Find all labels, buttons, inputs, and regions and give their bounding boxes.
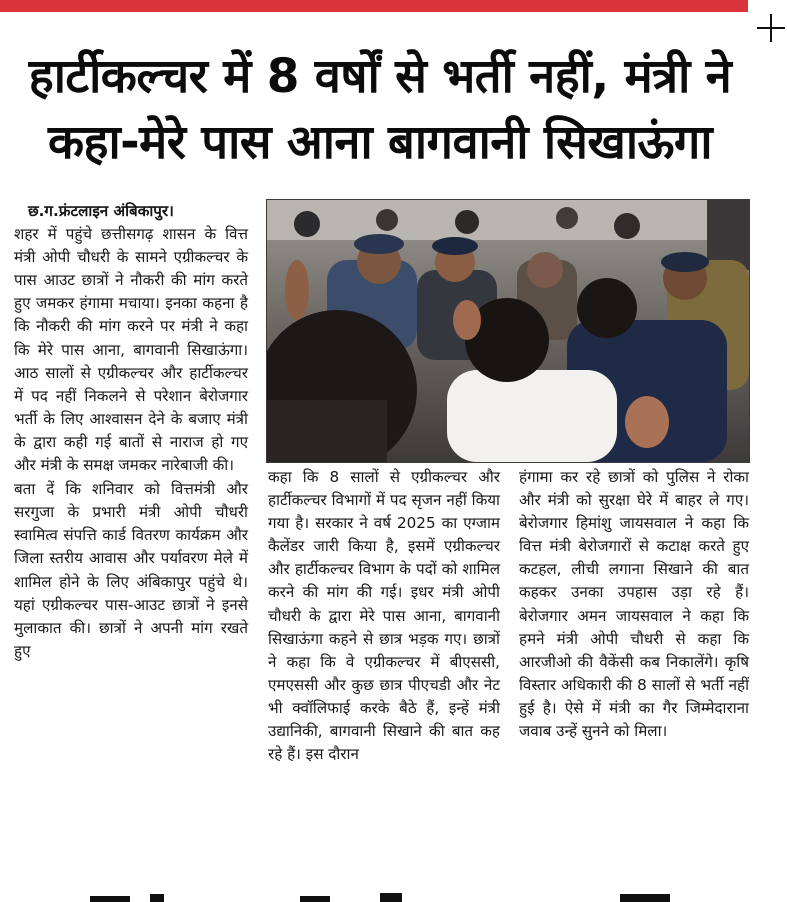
column-3-paragraph-1: हंगामा कर रहे छात्रों को पुलिस ने रोका और मंत्री को सुरक्षा घेरे में बाहर ले गए। बेरोजगार हिमांशु जायसवाल ने कहा कि वित्त मंत्री बेरोजगारों से कटाक्ष करते हुए कटहल, लीची लगाना सिखाने की बात कहकर उनका उपहास उड़ा रहे हैं। बेरोजगार अमन जायसवाल ने कहा कि हमने मंत्री ओपी चौधरी से कहा कि आरजीओ की वैकेंसी कब निकालेंगे। कृषि विस्तार अधिकारी की 8 सालों से भर्ती नहीं हुई है। ऐसे में मंत्री का गैर जिम्मेदाराना जवाब उन्हें सुनने को मिला। [519,468,749,741]
crowd-photo-illustration [267,200,749,462]
column-1-paragraph-1: शहर में पहुंचे छत्तीसगढ़ शासन के वित्त मंत्री ओपी चौधरी के सामने एग्रीकल्चर के पास आउट छात्रों ने नौकरी की मांग करते हुए जमकर हंगामा मचाया। इनका कहना है कि नौकरी की मांग करने पर मंत्री ने कहा कि मेरे पास आना, बागवानी सिखाऊंगा। आठ सालों से एग्रीकल्चर और हार्टीकल्चर में पद नहीं निकलने से परेशान बेरोजगार भर्ती के लिए आश्वासन देने के बजाए मंत्री के द्वारा कही गई बातों से नाराज हो गए और मंत्री के समक्ष जमकर नारेबाजी की। [14,225,248,475]
column-1-paragraph-2: बता दें कि शनिवार को वित्तमंत्री और सरगुजा के प्रभारी मंत्री ओपी चौधरी स्वामित्व संपत्ति कार्ड वितरण कार्यक्रम और जिला स्तरीय आवास और पर्यावरण मेले में शामिल होने के लिए अंबिकापुर पहुंचे थे। यहां एग्रीकल्चर पास-आउट छात्रों ने इनसे मुलाकात की। छात्रों ने अपनी मांग रखते हुए [14,480,248,660]
news-headline [0,44,760,176]
crop-mark-icon [757,14,785,42]
dateline: छ.ग.फ्रंटलाइन अंबिकापुर। [28,202,174,220]
column-2-paragraph-1: कहा कि 8 सालों से एग्रीकल्चर और हार्टीकल्चर विभागों में पद सृजन नहीं किया गया है। सरकार ने वर्ष 2025 का एग्जाम कैलेंडर जारी किया है, इसमें एग्रीकल्चर और हार्टीकल्चर विभाग के पदों को शामिल करने की मांग की गई। इधर मंत्री ओपी चौधरी के द्वारा मेरे पास आना, बागवानी सिखाऊंगा कहने से छात्र भड़क गए। छात्रों ने कहा कि वे एग्रीकल्चर में बीएससी, एमएससी और कुछ छात्र पीएचडी और नेट भी क्वॉलिफाई करके बैठे हैं, इन्हें मंत्री उद्यानिकी, बागवानी सिखाने की बात कह रहे हैं। इस दौरान [268,468,500,764]
headline-line-1: हार्टीकल्चर में 8 वर्षों से भर्ती नहीं, मंत्री ने [28,49,732,104]
article-column-2 [268,466,500,767]
article-column-3 [519,466,749,744]
news-photo-crowd [266,199,750,463]
dateline-row [14,200,248,223]
cropped-text-fragments [0,888,787,902]
headline-line-2: कहा-मेरे पास आना बागवानी सिखाऊंगा [47,115,713,170]
next-article-cropped-strip [0,888,787,902]
top-color-bar [0,0,748,12]
article-column-1 [14,200,248,664]
